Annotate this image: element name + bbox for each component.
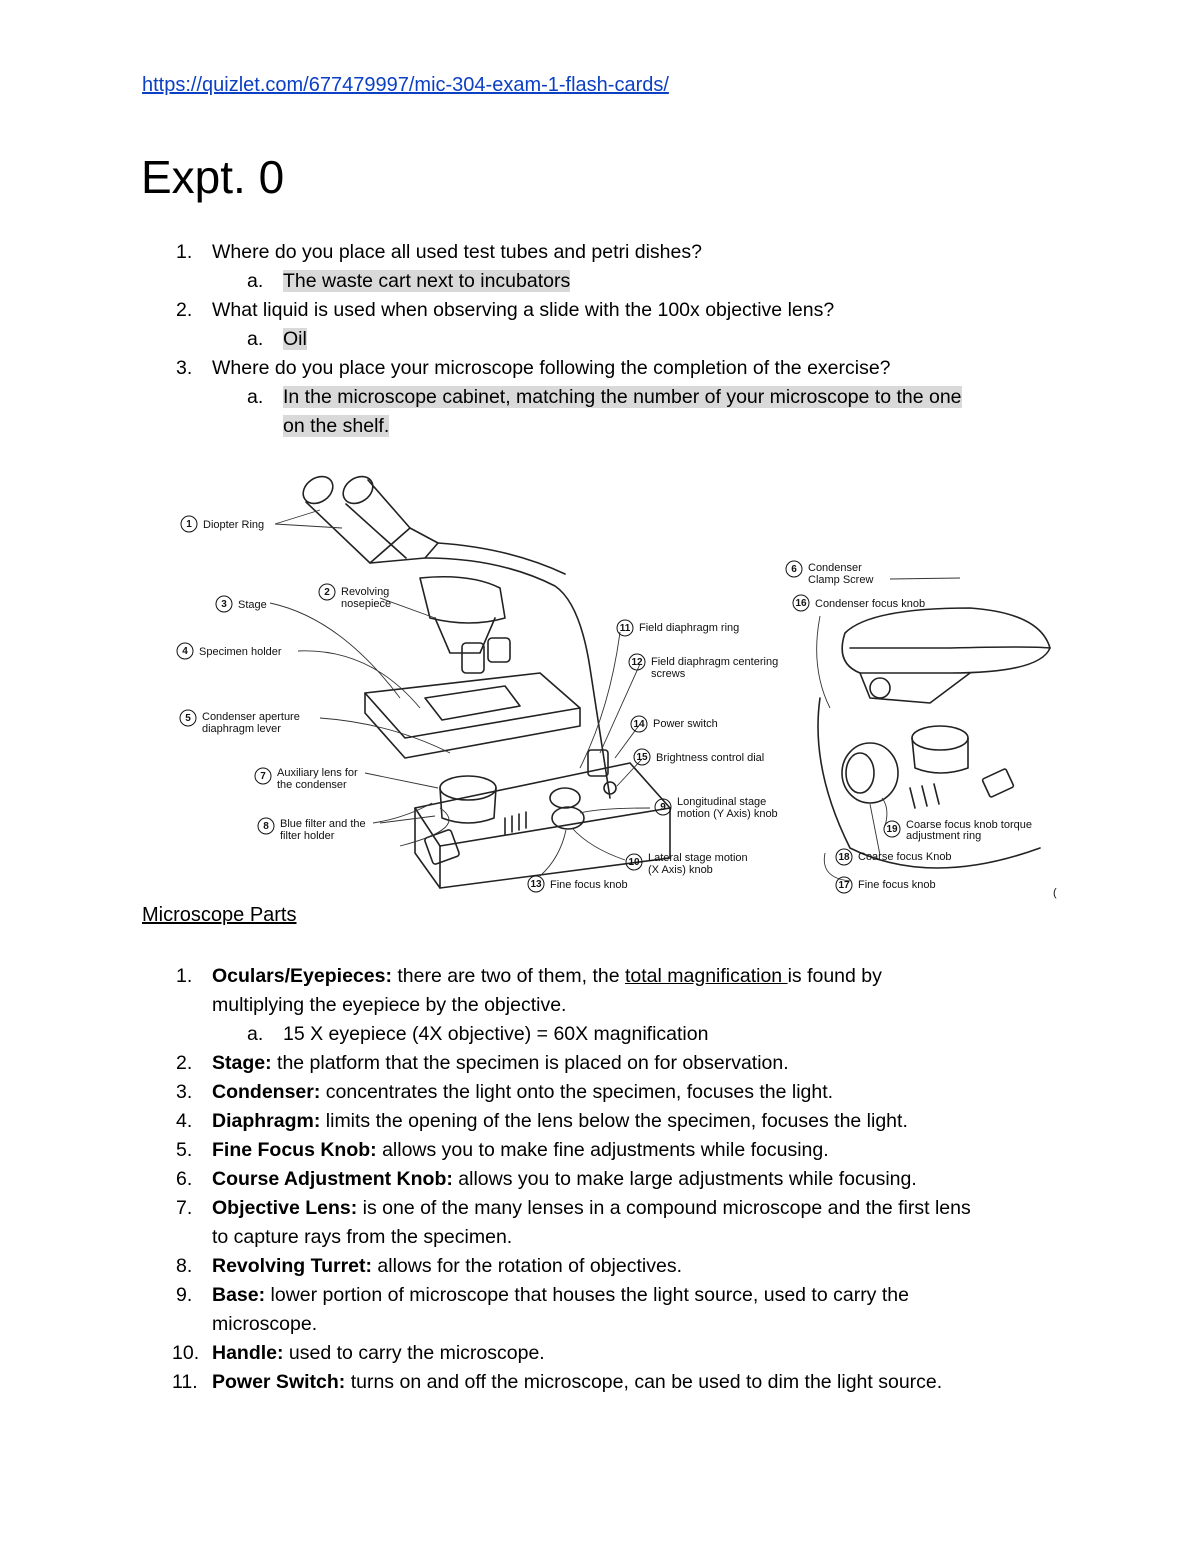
diagram-label: Fine focus knob: [858, 879, 936, 891]
question-number: 3.: [176, 357, 193, 379]
diagram-label-number: 1: [186, 519, 192, 530]
part-item: [212, 1107, 908, 1136]
diagram-label: the condenser: [277, 779, 347, 791]
part-desc: turns on and off the microscope, can be used to dim the light source.: [345, 1371, 943, 1393]
diagram-label-number: 13: [530, 879, 542, 890]
part-number: 11.: [172, 1371, 198, 1393]
underlined-term: total magnification: [624, 965, 788, 987]
diagram-label-number: 2: [324, 587, 330, 598]
diagram-label: Diopter Ring: [203, 519, 265, 531]
part-term: Revolving Turret:: [212, 1255, 372, 1277]
part-number: 10.: [172, 1342, 200, 1364]
part-number: 7.: [176, 1197, 193, 1219]
diagram-label: diaphragm lever: [202, 723, 281, 735]
question-number: 2.: [176, 299, 193, 321]
part-number: 3.: [176, 1081, 193, 1103]
part-desc-continued: to capture rays from the specimen.: [212, 1226, 513, 1248]
part-term: Base:: [212, 1284, 266, 1306]
diagram-label: Field diaphragm centering: [651, 656, 779, 668]
part-number: 4.: [176, 1110, 193, 1132]
part-desc: concentrates the light onto the specimen, focuses the light.: [320, 1081, 834, 1103]
part-desc: is one of the many lenses in a compound microscope and the first lens: [357, 1197, 971, 1219]
part-desc: is found by: [787, 965, 882, 987]
diagram-label: Revolving: [341, 586, 390, 598]
part-item: [212, 1194, 971, 1223]
diagram-label-number: 17: [838, 880, 850, 891]
part-term: Condenser:: [212, 1081, 321, 1103]
diagram-label: Fine focus knob: [550, 879, 628, 891]
diagram-label: Lateral stage motion: [648, 852, 748, 864]
part-term: Handle:: [212, 1342, 284, 1364]
diagram-label: (X Axis) knob: [648, 864, 713, 876]
diagram-label: Condenser: [808, 562, 862, 574]
diagram-label-number: 8: [263, 821, 269, 832]
part-item: [212, 1368, 942, 1397]
diagram-label-number: 7: [260, 771, 266, 782]
sub-letter: a.: [247, 1023, 264, 1045]
part-term: Objective Lens:: [212, 1197, 358, 1219]
part-number: 6.: [176, 1168, 193, 1190]
diagram-label: Stage: [238, 599, 267, 611]
part-item: [212, 1252, 682, 1281]
part-desc: allows for the rotation of objectives.: [372, 1255, 682, 1277]
question-text: What liquid is used when observing a slide with the 100x objective lens?: [212, 299, 835, 321]
part-desc: allows you to make large adjustments while focusing.: [452, 1168, 917, 1190]
diagram-label-number: 4: [182, 646, 188, 657]
part-number: 1.: [176, 965, 193, 987]
diagram-label-number: 15: [636, 752, 648, 763]
diagram-label: motion (Y Axis) knob: [677, 808, 778, 820]
diagram-label: screws: [651, 668, 686, 680]
quizlet-link[interactable]: https://quizlet.com/677479997/mic-304-exam-1-flash-cards/: [142, 74, 669, 96]
diagram-label: filter holder: [280, 830, 335, 842]
part-item: [212, 1078, 833, 1107]
part-item: [212, 962, 882, 991]
part-desc: used to carry the microscope.: [283, 1342, 545, 1364]
question-text: Where do you place all used test tubes and petri dishes?: [212, 241, 702, 263]
part-item: [212, 1136, 829, 1165]
answer-letter: a.: [247, 328, 264, 350]
diagram-label: Coarse focus knob torque: [906, 819, 1032, 831]
microscope-diagram: [170, 468, 1070, 908]
diagram-label-number: 6: [791, 564, 797, 575]
part-item: [212, 1165, 917, 1194]
part-term: Oculars/Eyepieces:: [212, 965, 392, 987]
part-desc: lower portion of microscope that houses the light source, used to carry the: [265, 1284, 909, 1306]
diagram-label-number: 14: [633, 719, 645, 730]
page-title: Expt. 0: [141, 151, 285, 203]
answer-text: The waste cart next to incubators: [283, 270, 571, 292]
answer-letter: a.: [247, 270, 264, 292]
diagram-label-number: 3: [221, 599, 227, 610]
answer-letter: a.: [247, 386, 264, 408]
answer-text: In the microscope cabinet, matching the number of your microscope to the one: [283, 386, 962, 408]
part-number: 2.: [176, 1052, 193, 1074]
diagram-label-number: 16: [795, 598, 807, 609]
part-item: [212, 1339, 545, 1368]
diagram-label-number: 5: [185, 713, 191, 724]
part-desc: there are two of them, the: [391, 965, 625, 987]
diagram-label: Field diaphragm ring: [639, 622, 740, 634]
diagram-label: Auxiliary lens for: [277, 767, 358, 779]
part-desc-continued: microscope.: [212, 1313, 318, 1335]
question-number: 1.: [176, 241, 193, 263]
question-text: Where do you place your microscope following the completion of the exercise?: [212, 357, 891, 379]
part-number: 5.: [176, 1139, 193, 1161]
part-number: 8.: [176, 1255, 193, 1277]
stray-mark: (: [1053, 887, 1057, 899]
answer-text-continued: on the shelf.: [283, 415, 390, 437]
section-title: Microscope Parts: [142, 904, 297, 926]
diagram-label-number: 9: [660, 802, 666, 813]
diagram-label: Power switch: [653, 718, 718, 730]
part-term: Power Switch:: [212, 1371, 346, 1393]
diagram-label: Clamp Screw: [808, 574, 874, 586]
part-term: Course Adjustment Knob:: [212, 1168, 453, 1190]
diagram-label: Condenser focus knob: [815, 598, 926, 610]
part-term: Fine Focus Knob:: [212, 1139, 377, 1161]
diagram-label-number: 12: [631, 657, 643, 668]
part-term: Stage:: [212, 1052, 272, 1074]
diagram-label: nosepiece: [341, 598, 392, 610]
part-desc: allows you to make fine adjustments while focusing.: [376, 1139, 829, 1161]
part-number: 9.: [176, 1284, 193, 1306]
part-term: Diaphragm:: [212, 1110, 321, 1132]
sub-item: 15 X eyepiece (4X objective) = 60X magnification: [283, 1023, 709, 1045]
diagram-label-number: 18: [838, 852, 850, 863]
part-desc-continued: multiplying the eyepiece by the objective.: [212, 994, 567, 1016]
diagram-label: Condenser aperture: [202, 711, 300, 723]
diagram-label-number: 19: [886, 824, 898, 835]
diagram-label: Blue filter and the: [280, 818, 366, 830]
part-desc: the platform that the specimen is placed on for observation.: [271, 1052, 789, 1074]
diagram-label: Brightness control dial: [656, 752, 765, 764]
diagram-label: Specimen holder: [199, 646, 282, 658]
diagram-label: Coarse focus Knob: [858, 851, 952, 863]
answer-text: Oil: [283, 328, 307, 350]
diagram-label-number: 10: [628, 857, 640, 868]
part-item: [212, 1049, 789, 1078]
part-desc: limits the opening of the lens below the specimen, focuses the light.: [320, 1110, 908, 1132]
diagram-label-number: 11: [619, 623, 631, 634]
diagram-label: adjustment ring: [906, 830, 982, 842]
part-item: [212, 1281, 909, 1310]
diagram-label: Longitudinal stage: [677, 796, 767, 808]
